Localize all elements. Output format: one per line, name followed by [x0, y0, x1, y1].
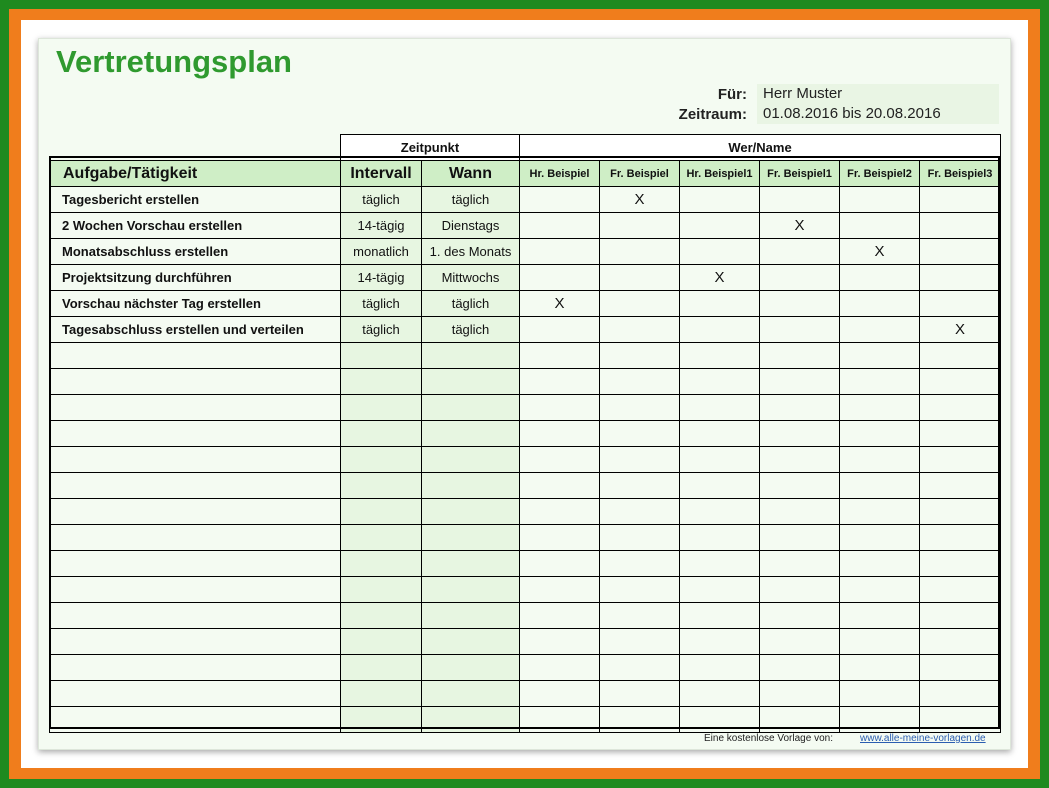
assignment-cell[interactable]: [520, 421, 600, 447]
intervall-cell[interactable]: täglich: [341, 291, 422, 317]
intervall-cell[interactable]: [341, 447, 422, 473]
empty-table-row: [50, 707, 1001, 733]
wann-cell[interactable]: [422, 551, 520, 577]
assignment-cell[interactable]: [920, 681, 1001, 707]
task-cell[interactable]: [50, 707, 341, 733]
assignment-cell[interactable]: [840, 499, 920, 525]
task-cell[interactable]: Monatsabschluss erstellen: [50, 239, 341, 265]
footer-text: Eine kostenlose Vorlage von:: [704, 733, 833, 744]
assignment-cell[interactable]: [840, 655, 920, 681]
assignment-cell[interactable]: [920, 551, 1001, 577]
task-cell[interactable]: Vorschau nächster Tag erstellen: [50, 291, 341, 317]
assignment-cell[interactable]: [840, 369, 920, 395]
task-cell[interactable]: Projektsitzung durchführen: [50, 265, 341, 291]
assignment-cell[interactable]: [920, 395, 1001, 421]
wann-cell[interactable]: täglich: [422, 317, 520, 343]
assignment-cell[interactable]: [600, 603, 680, 629]
intervall-cell[interactable]: [341, 473, 422, 499]
assignment-cell[interactable]: [840, 551, 920, 577]
task-cell[interactable]: [50, 499, 341, 525]
assignment-cell[interactable]: [680, 681, 760, 707]
task-cell[interactable]: [50, 369, 341, 395]
assignment-cell[interactable]: [920, 707, 1001, 733]
assignment-cell[interactable]: [520, 395, 600, 421]
assignment-cell[interactable]: [840, 213, 920, 239]
person-column-header: Fr. Beispiel: [600, 161, 680, 187]
assignment-cell[interactable]: [600, 551, 680, 577]
wann-cell[interactable]: [422, 603, 520, 629]
assignment-cell[interactable]: X: [600, 187, 680, 213]
empty-table-row: [50, 395, 1001, 421]
task-cell[interactable]: [50, 473, 341, 499]
intervall-cell[interactable]: [341, 655, 422, 681]
assignment-cell[interactable]: [920, 421, 1001, 447]
assignment-cell[interactable]: [920, 447, 1001, 473]
zeitraum-label: Zeitraum:: [678, 106, 747, 123]
assignment-cell[interactable]: [680, 421, 760, 447]
intervall-cell[interactable]: monatlich: [341, 239, 422, 265]
assignment-cell[interactable]: [920, 525, 1001, 551]
task-cell[interactable]: [50, 655, 341, 681]
assignment-cell[interactable]: [840, 395, 920, 421]
task-column-header: Aufgabe/Tätigkeit: [50, 161, 341, 187]
assignment-cell[interactable]: [920, 239, 1001, 265]
assignment-cell[interactable]: [840, 577, 920, 603]
assignment-cell[interactable]: [840, 473, 920, 499]
assignment-cell[interactable]: [760, 499, 840, 525]
assignment-cell[interactable]: [680, 187, 760, 213]
assignment-cell[interactable]: [520, 603, 600, 629]
wann-cell[interactable]: [422, 447, 520, 473]
task-cell[interactable]: [50, 343, 341, 369]
assignment-cell[interactable]: [520, 343, 600, 369]
intervall-cell[interactable]: [341, 629, 422, 655]
assignment-cell[interactable]: [760, 421, 840, 447]
person-column-header: Hr. Beispiel1: [680, 161, 760, 187]
assignment-cell[interactable]: [600, 395, 680, 421]
table-row: [50, 187, 1001, 213]
empty-table-row: [50, 655, 1001, 681]
empty-table-row: [50, 525, 1001, 551]
task-cell[interactable]: [50, 603, 341, 629]
assignment-cell[interactable]: [680, 395, 760, 421]
wann-cell[interactable]: [422, 707, 520, 733]
assignment-cell[interactable]: [920, 213, 1001, 239]
wann-cell[interactable]: [422, 681, 520, 707]
wann-cell[interactable]: [422, 343, 520, 369]
assignment-cell[interactable]: [760, 681, 840, 707]
wann-cell[interactable]: [422, 499, 520, 525]
assignment-cell[interactable]: [840, 317, 920, 343]
wann-cell[interactable]: [422, 395, 520, 421]
group-header-spacer: [50, 135, 341, 161]
intervall-cell[interactable]: [341, 603, 422, 629]
assignment-cell[interactable]: [760, 343, 840, 369]
assignment-cell[interactable]: [600, 655, 680, 681]
assignment-cell[interactable]: [680, 369, 760, 395]
assignment-cell[interactable]: [840, 343, 920, 369]
assignment-cell[interactable]: [920, 291, 1001, 317]
table-row: [50, 265, 1001, 291]
footer-link[interactable]: www.alle-meine-vorlagen.de: [860, 733, 986, 744]
assignment-cell[interactable]: [920, 655, 1001, 681]
empty-table-row: [50, 421, 1001, 447]
empty-table-row: [50, 343, 1001, 369]
assignment-cell[interactable]: [760, 317, 840, 343]
assignment-cell[interactable]: [680, 343, 760, 369]
task-cell[interactable]: [50, 551, 341, 577]
intervall-cell[interactable]: [341, 551, 422, 577]
task-cell[interactable]: Tagesabschluss erstellen und verteilen: [50, 317, 341, 343]
assignment-cell[interactable]: [600, 291, 680, 317]
assignment-cell[interactable]: [840, 291, 920, 317]
intervall-cell[interactable]: [341, 499, 422, 525]
assignment-cell[interactable]: [840, 187, 920, 213]
assignment-cell[interactable]: [680, 499, 760, 525]
intervall-cell[interactable]: [341, 369, 422, 395]
intervall-cell[interactable]: 14-tägig: [341, 265, 422, 291]
assignment-cell[interactable]: X: [680, 265, 760, 291]
wann-cell[interactable]: [422, 525, 520, 551]
assignment-cell[interactable]: [760, 187, 840, 213]
assignment-cell[interactable]: [840, 681, 920, 707]
assignment-cell[interactable]: [760, 265, 840, 291]
assignment-cell[interactable]: [840, 421, 920, 447]
assignment-cell[interactable]: [920, 577, 1001, 603]
assignment-cell[interactable]: [600, 317, 680, 343]
assignment-cell[interactable]: [760, 239, 840, 265]
assignment-cell[interactable]: [600, 707, 680, 733]
assignment-cell[interactable]: [920, 343, 1001, 369]
table-body: [50, 187, 1001, 733]
assignment-cell[interactable]: [680, 317, 760, 343]
fuer-label: Für:: [717, 86, 747, 103]
assignment-cell[interactable]: [600, 525, 680, 551]
assignment-cell[interactable]: [680, 473, 760, 499]
empty-table-row: [50, 577, 1001, 603]
assignment-cell[interactable]: [760, 447, 840, 473]
assignment-cell[interactable]: [760, 369, 840, 395]
task-cell[interactable]: [50, 395, 341, 421]
assignment-cell[interactable]: [520, 499, 600, 525]
assignment-cell[interactable]: [680, 213, 760, 239]
assignment-cell[interactable]: [520, 655, 600, 681]
zeitraum-value: 01.08.2016 bis 20.08.2016: [757, 104, 999, 124]
intervall-column-header: Intervall: [341, 161, 422, 187]
fuer-value: Herr Muster: [757, 84, 999, 104]
wann-column-header: Wann: [422, 161, 520, 187]
assignment-cell[interactable]: [680, 707, 760, 733]
page-title: Vertretungsplan: [56, 44, 292, 79]
assignment-cell[interactable]: [520, 577, 600, 603]
assignment-cell[interactable]: [760, 629, 840, 655]
intervall-cell[interactable]: [341, 421, 422, 447]
assignment-cell[interactable]: [520, 551, 600, 577]
task-cell[interactable]: [50, 421, 341, 447]
assignment-cell[interactable]: [600, 577, 680, 603]
assignment-cell[interactable]: [760, 395, 840, 421]
intervall-cell[interactable]: [341, 681, 422, 707]
assignment-cell[interactable]: [680, 447, 760, 473]
wann-cell[interactable]: [422, 421, 520, 447]
assignment-cell[interactable]: [760, 707, 840, 733]
assignment-cell[interactable]: [840, 629, 920, 655]
empty-table-row: [50, 551, 1001, 577]
assignment-cell[interactable]: [520, 629, 600, 655]
assignment-cell[interactable]: [680, 239, 760, 265]
wann-cell[interactable]: [422, 369, 520, 395]
wann-cell[interactable]: täglich: [422, 187, 520, 213]
table-row: [50, 239, 1001, 265]
group-header-row: [50, 135, 1001, 161]
wann-cell[interactable]: [422, 473, 520, 499]
wann-cell[interactable]: 1. des Monats: [422, 239, 520, 265]
table-row: [50, 213, 1001, 239]
intervall-cell[interactable]: [341, 343, 422, 369]
assignment-cell[interactable]: [520, 265, 600, 291]
assignment-cell[interactable]: [760, 473, 840, 499]
column-header-row: [50, 161, 1001, 187]
assignment-cell[interactable]: [680, 525, 760, 551]
assignment-cell[interactable]: [600, 369, 680, 395]
empty-table-row: [50, 603, 1001, 629]
wann-cell[interactable]: Mittwochs: [422, 265, 520, 291]
task-cell[interactable]: [50, 577, 341, 603]
assignment-cell[interactable]: [920, 265, 1001, 291]
task-cell[interactable]: [50, 525, 341, 551]
wann-cell[interactable]: [422, 577, 520, 603]
task-cell[interactable]: [50, 629, 341, 655]
assignment-cell[interactable]: [680, 577, 760, 603]
assignment-cell[interactable]: [520, 317, 600, 343]
assignment-cell[interactable]: [760, 577, 840, 603]
zeitpunkt-header: Zeitpunkt: [341, 135, 520, 161]
assignment-cell[interactable]: X: [920, 317, 1001, 343]
assignment-cell[interactable]: [600, 239, 680, 265]
assignment-cell[interactable]: [520, 525, 600, 551]
assignment-cell[interactable]: [600, 213, 680, 239]
assignment-cell[interactable]: [520, 239, 600, 265]
intervall-cell[interactable]: [341, 577, 422, 603]
task-cell[interactable]: 2 Wochen Vorschau erstellen: [50, 213, 341, 239]
assignment-cell[interactable]: [840, 447, 920, 473]
assignment-cell[interactable]: [920, 499, 1001, 525]
person-column-header: Fr. Beispiel3: [920, 161, 1001, 187]
task-cell[interactable]: [50, 447, 341, 473]
assignment-cell[interactable]: [920, 473, 1001, 499]
schedule-table: [49, 134, 1001, 733]
task-cell[interactable]: Tagesbericht erstellen: [50, 187, 341, 213]
assignment-cell[interactable]: [760, 603, 840, 629]
assignment-cell[interactable]: [840, 265, 920, 291]
intervall-cell[interactable]: [341, 525, 422, 551]
assignment-cell[interactable]: [600, 629, 680, 655]
assignment-cell[interactable]: X: [840, 239, 920, 265]
intervall-cell[interactable]: täglich: [341, 187, 422, 213]
assignment-cell[interactable]: [520, 187, 600, 213]
assignment-cell[interactable]: [520, 473, 600, 499]
assignment-cell[interactable]: [600, 499, 680, 525]
table-row: [50, 291, 1001, 317]
assignment-cell[interactable]: [600, 473, 680, 499]
assignment-cell[interactable]: [920, 369, 1001, 395]
table-row: [50, 317, 1001, 343]
empty-table-row: [50, 369, 1001, 395]
wer-name-header: Wer/Name: [520, 135, 1001, 161]
assignment-cell[interactable]: [840, 525, 920, 551]
intervall-cell[interactable]: 14-tägig: [341, 213, 422, 239]
assignment-cell[interactable]: [520, 447, 600, 473]
wann-cell[interactable]: täglich: [422, 291, 520, 317]
assignment-cell[interactable]: [600, 343, 680, 369]
assignment-cell[interactable]: [760, 291, 840, 317]
assignment-cell[interactable]: [920, 629, 1001, 655]
assignment-cell[interactable]: [520, 369, 600, 395]
empty-table-row: [50, 629, 1001, 655]
assignment-cell[interactable]: [600, 447, 680, 473]
assignment-cell[interactable]: [920, 603, 1001, 629]
assignment-cell[interactable]: [520, 681, 600, 707]
assignment-cell[interactable]: [600, 421, 680, 447]
person-column-header: Fr. Beispiel2: [840, 161, 920, 187]
empty-table-row: [50, 499, 1001, 525]
assignment-cell[interactable]: [760, 525, 840, 551]
assignment-cell[interactable]: X: [760, 213, 840, 239]
assignment-cell[interactable]: [600, 681, 680, 707]
assignment-cell[interactable]: [760, 551, 840, 577]
assignment-cell[interactable]: [520, 213, 600, 239]
task-cell[interactable]: [50, 681, 341, 707]
assignment-cell[interactable]: [600, 265, 680, 291]
assignment-cell[interactable]: [520, 707, 600, 733]
person-column-header: Hr. Beispiel: [520, 161, 600, 187]
intervall-cell[interactable]: [341, 395, 422, 421]
intervall-cell[interactable]: täglich: [341, 317, 422, 343]
empty-table-row: [50, 447, 1001, 473]
assignment-cell[interactable]: [840, 603, 920, 629]
assignment-cell[interactable]: [840, 707, 920, 733]
assignment-cell[interactable]: [680, 551, 760, 577]
wann-cell[interactable]: Dienstags: [422, 213, 520, 239]
assignment-cell[interactable]: [680, 291, 760, 317]
assignment-cell[interactable]: [920, 187, 1001, 213]
wann-cell[interactable]: [422, 655, 520, 681]
empty-table-row: [50, 473, 1001, 499]
assignment-cell[interactable]: [760, 655, 840, 681]
wann-cell[interactable]: [422, 629, 520, 655]
assignment-cell[interactable]: [680, 655, 760, 681]
assignment-cell[interactable]: [680, 629, 760, 655]
assignment-cell[interactable]: X: [520, 291, 600, 317]
person-column-header: Fr. Beispiel1: [760, 161, 840, 187]
assignment-cell[interactable]: [680, 603, 760, 629]
intervall-cell[interactable]: [341, 707, 422, 733]
empty-table-row: [50, 681, 1001, 707]
